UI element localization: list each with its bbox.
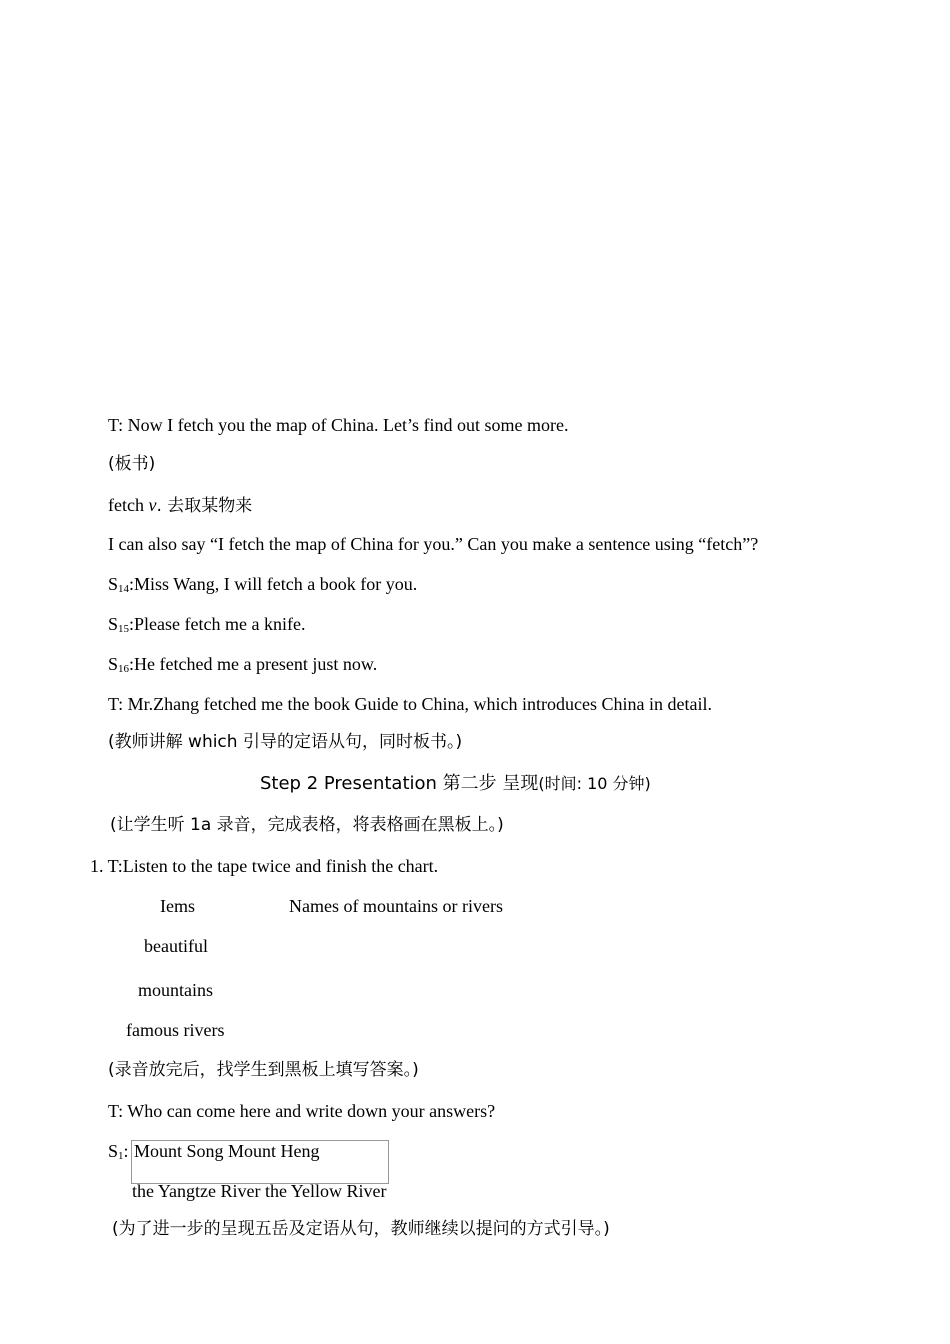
student-number: 1: [118, 1150, 124, 1162]
student-sentence: :Miss Wang, I will fetch a book for you.: [129, 574, 418, 594]
student-16-line: [108, 655, 377, 673]
teacher-line-guide: T: Mr.Zhang fetched me the book Guide to China, which introduces China in detail.: [108, 694, 712, 714]
student-15-line: [108, 615, 305, 633]
teacher-prompt-sentence: I can also say “I fetch the map of China for you.” Can you make a sentence using “fetch”?: [108, 534, 759, 554]
board-note: (板书): [108, 454, 156, 474]
student-sentence: :He fetched me a present just now.: [129, 654, 378, 674]
step-heading: Step 2 Presentation 第二步 呈现: [260, 773, 539, 794]
teacher-explain-note: (教师讲解 which 引导的定语从句，同时板书。): [108, 732, 463, 752]
answer-mountains: Mount Song Mount Heng: [134, 1141, 320, 1161]
student-number: 15: [118, 623, 130, 635]
answer-rivers: the Yangtze River the Yellow River: [132, 1181, 387, 1201]
after-record-note: (录音放完后，找学生到黑板上填写答案。): [108, 1060, 419, 1080]
student-sentence: :Please fetch me a knife.: [129, 614, 306, 634]
student-1-line: [108, 1142, 129, 1160]
step-heading-line: [260, 774, 651, 793]
teacher-line-fetch-map: T: Now I fetch you the map of China. Let’s find out some more.: [108, 415, 569, 435]
student-14-line: [108, 575, 417, 593]
vocabulary-fetch: [108, 496, 252, 515]
student-label: S: [108, 654, 119, 674]
student-label: S: [108, 614, 119, 634]
student-number: 14: [118, 583, 130, 595]
numbered-item-1: 1. T:Listen to the tape twice and finish the chart.: [90, 856, 439, 876]
vocabulary-definition: . 去取某物来: [156, 496, 253, 516]
student-label: S: [108, 1141, 119, 1161]
chart-row-beautiful: beautiful: [144, 936, 208, 956]
student-label: S: [108, 574, 119, 594]
student-colon: :: [123, 1141, 129, 1161]
step-time: (时间: 10 分钟): [538, 774, 651, 793]
chart-row-mountains: mountains: [138, 980, 213, 1000]
chart-header-items: Iems: [160, 896, 195, 916]
chart-header-names: Names of mountains or rivers: [289, 896, 503, 916]
student-number: 16: [118, 663, 130, 675]
further-guidance-note: (为了进一步的呈现五岳及定语从句，教师继续以提问的方式引导。): [112, 1219, 610, 1239]
chart-row-rivers: famous rivers: [126, 1020, 225, 1040]
vocabulary-word: fetch: [108, 495, 144, 515]
teacher-line-who: T: Who can come here and write down your answers?: [108, 1101, 496, 1121]
part-of-speech: v: [148, 495, 157, 515]
students-listen-note: (让学生听 1a 录音，完成表格，将表格画在黑板上。): [110, 815, 504, 835]
